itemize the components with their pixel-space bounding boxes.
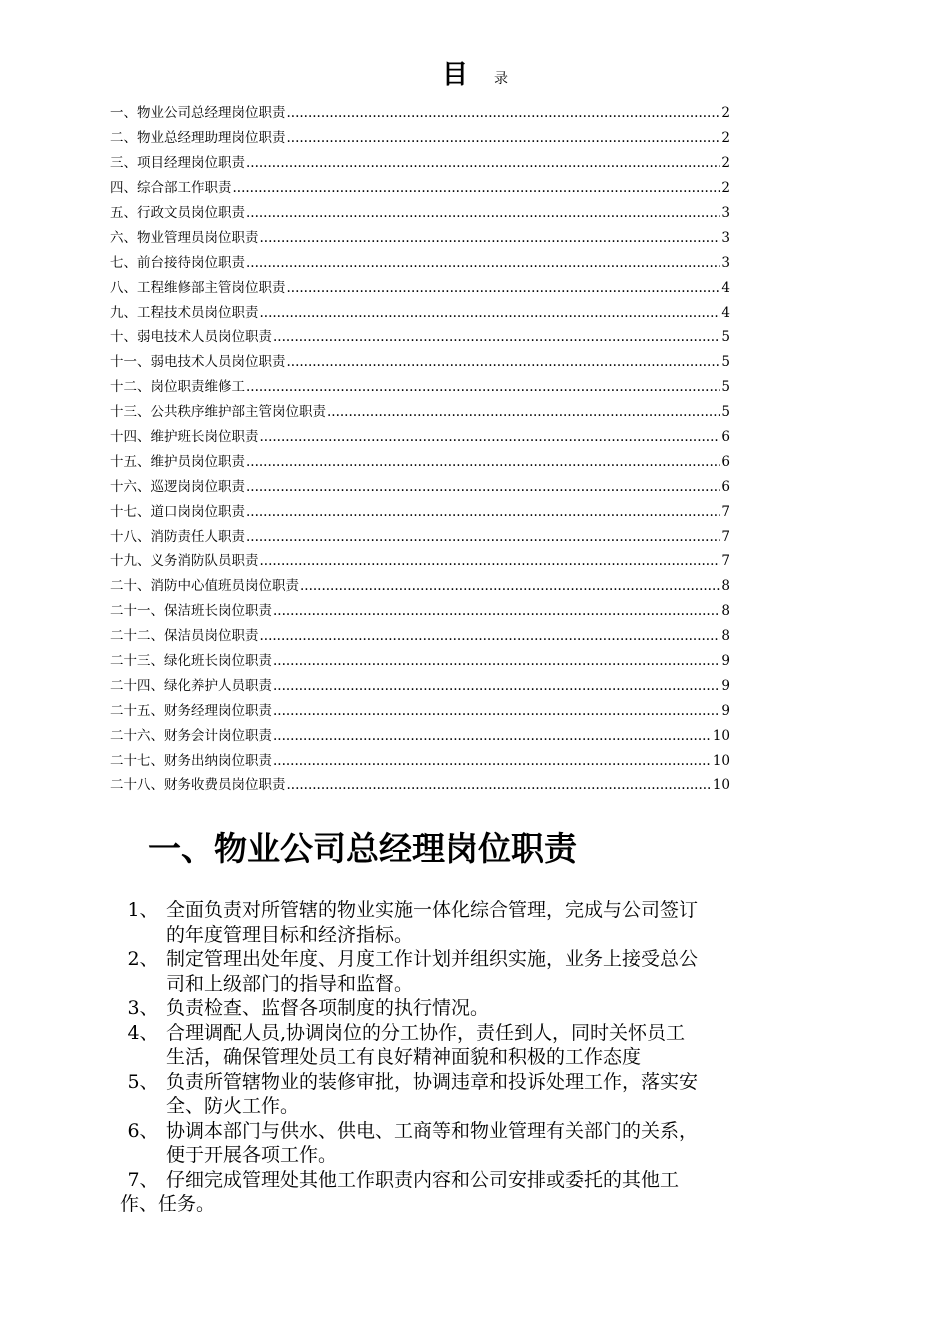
toc-entry-page: 3 [721,254,730,271]
toc-leader-dots [246,479,720,495]
toc-entry-page: 3 [721,205,730,221]
toc-leader-dots [273,603,720,619]
toc-leader-dots [246,379,720,395]
toc-leader-dots [273,329,720,345]
toc-entry-label: 十一、弱电技术人员岗位职责 [110,354,286,371]
toc-leader-dots [287,105,721,121]
toc-entry[interactable] [110,350,730,375]
toc-leader-dots [273,753,712,769]
duty-list [120,898,810,1217]
toc-entry[interactable] [110,201,730,226]
toc-entry-label: 一、物业公司总经理岗位职责 [110,105,286,122]
toc-entry-page: 5 [721,329,730,346]
toc-entry-label: 二十六、财务会计岗位职责 [110,727,272,744]
toc-entry[interactable] [110,549,730,574]
toc-entry-label: 三、项目经理岗位职责 [110,155,245,172]
duty-continuation: 便于开展各项工作。 [166,1144,338,1166]
duty-text: 负责所管辖物业的装修审批，协调违章和投诉处理工作，落实安 [166,1070,699,1093]
duty-first-line [120,1021,810,1046]
toc-entry-page: 3 [721,229,730,246]
toc-entry[interactable] [110,225,730,250]
toc-leader-dots [273,728,712,744]
duty-continuation: 司和上级部门的指导和监督。 [166,972,414,995]
toc-entry-label: 八、工程维修部主管岗位职责 [110,279,286,296]
duty-continuation: 生活，确保管理处员工有良好精神面貌和积极的工作态度 [166,1046,642,1068]
toc-entry[interactable] [110,723,730,748]
toc-leader-dots [273,703,720,719]
toc-entry-label: 十、弱电技术人员岗位职责 [110,329,272,346]
duty-continuation: 作、任务。 [120,1193,216,1215]
duty-continuation: 全、防火工作。 [166,1095,300,1117]
toc-leader-dots [246,454,720,470]
toc-entry[interactable] [110,101,730,126]
toc-entry-label: 二十三、绿化班长岗位职责 [110,653,272,670]
toc-entry-page: 4 [721,279,730,296]
duty-item [120,898,810,947]
toc-entry-page: 7 [721,553,730,570]
duty-number: 6、 [127,1119,159,1142]
toc-title-main: 目 [441,60,468,90]
toc-entry-page: 9 [721,677,730,694]
toc-entry-label: 十九、义务消防队员职责 [110,553,259,570]
toc-leader-dots [260,305,721,321]
toc-entry[interactable] [110,126,730,151]
toc-entry[interactable] [110,375,730,400]
toc-entry-page: 9 [721,653,730,670]
toc-leader-dots [260,628,721,644]
toc-entry-page: 6 [721,429,730,446]
duty-text: 全面负责对所管辖的物业实施一体化综合管理，完成与公司签订 [166,899,699,921]
toc-entry-label: 九、工程技术员岗位职责 [110,304,259,321]
toc-leader-dots [260,553,721,569]
duty-number: 3、 [127,997,159,1019]
toc-entry-page: 4 [721,304,730,321]
toc-entry[interactable] [110,673,730,698]
toc-entry-label: 七、前台接待岗位职责 [110,254,245,271]
toc-entry[interactable] [110,474,730,499]
toc-leader-dots [260,230,721,246]
toc-entry-page: 2 [721,155,730,172]
toc-entry-label: 四、综合部工作职责 [110,180,232,197]
toc-title-secondary: 录 [494,71,508,87]
duty-number: 1、 [127,899,159,921]
toc-entry[interactable] [110,275,730,300]
toc-entry-page: 6 [721,453,730,470]
toc-leader-dots [273,653,720,669]
toc-entry-page: 5 [721,404,730,421]
toc-entry-label: 二十五、财务经理岗位职责 [110,702,272,719]
duty-first-line [120,1070,810,1095]
toc-entry[interactable] [110,649,730,674]
toc-leader-dots [246,205,720,221]
duty-number: 5、 [127,1070,159,1093]
toc-entry-page: 10 [712,752,730,769]
toc-entry-label: 十三、公共秩序维护部主管岗位职责 [110,404,326,421]
duty-text: 仔细完成管理处其他工作职责内容和公司安排或委托的其他工 [166,1168,680,1191]
toc-entry-page: 6 [721,478,730,495]
duty-number: 4、 [127,1021,159,1044]
toc-leader-dots [246,529,720,545]
toc-leader-dots [246,155,720,171]
duty-continuation: 的年度管理目标和经济指标。 [166,923,414,946]
duty-text: 合理调配人员,协调岗位的分工协作，责任到人，同时关怀员工 [166,1021,686,1044]
toc-entry-page: 9 [721,702,730,719]
toc-entry[interactable] [110,748,730,773]
toc-entry[interactable] [110,425,730,450]
toc-leader-dots [300,578,720,594]
toc-entry[interactable] [110,250,730,275]
toc-entry-page: 10 [712,727,730,744]
toc-leader-dots [287,354,721,370]
toc-entry[interactable] [110,698,730,723]
duty-text: 负责检查、监督各项制度的执行情况。 [166,997,490,1019]
toc-entry-page: 10 [712,777,730,794]
duty-item [120,996,810,1021]
toc-entry-page: 7 [721,528,730,545]
toc-leader-dots [287,130,721,146]
toc-entry[interactable] [110,574,730,599]
toc-entry[interactable] [110,624,730,649]
toc-entry-label: 十八、消防责任人职责 [110,528,245,545]
toc-entry[interactable] [110,524,730,549]
duty-item [120,1168,810,1217]
toc-entry-page: 5 [721,379,730,396]
duty-first-line [120,996,810,1021]
toc-leader-dots [273,678,720,694]
toc-entry-page: 7 [721,503,730,520]
duty-text: 制定管理出处年度、月度工作计划并组织实施，业务上接受总公 [166,948,699,970]
toc-entry[interactable] [110,499,730,524]
duty-number: 2、 [127,948,159,970]
toc-entry-label: 十四、维护班长岗位职责 [110,429,259,446]
toc-entry-label: 五、行政文员岗位职责 [110,205,245,221]
toc-entry-label: 十二、岗位职责维修工 [110,379,245,396]
duty-item [120,1070,810,1119]
toc-entry[interactable] [110,449,730,474]
toc-entry-label: 十五、维护员岗位职责 [110,453,245,470]
toc-entry-page: 2 [721,105,730,122]
toc-entry-label: 六、物业管理员岗位职责 [110,229,259,246]
toc-entry-label: 二十七、财务出纳岗位职责 [110,752,272,769]
duty-first-line [120,1119,810,1144]
toc-entry[interactable] [110,176,730,201]
toc-entry-label: 二十八、财务收费员岗位职责 [110,777,286,794]
duty-first-line [120,947,810,972]
toc-leader-dots [246,255,720,271]
duty-item [120,1119,810,1168]
toc-entry-page: 8 [721,603,730,620]
duty-item [120,947,810,996]
duty-item [120,1021,810,1070]
section-heading: 一、物业公司总经理岗位职责 [148,829,577,868]
toc-leader-dots [246,504,720,520]
toc-entry-label: 十六、巡逻岗岗位职责 [110,478,245,495]
toc-leader-dots [327,404,720,420]
toc-leader-dots [260,429,721,445]
toc-entry-page: 8 [721,628,730,645]
duty-number: 7、 [127,1168,159,1191]
toc-entry[interactable] [110,599,730,624]
toc-entry[interactable] [110,151,730,176]
duty-first-line [120,1168,810,1193]
toc-leader-dots [287,280,721,296]
table-of-contents [110,101,730,798]
toc-entry[interactable] [110,325,730,350]
toc-entry-label: 十七、道口岗岗位职责 [110,503,245,520]
duty-first-line [120,898,810,923]
toc-entry-page: 8 [721,578,730,595]
toc-entry[interactable] [110,300,730,325]
toc-entry-page: 5 [721,354,730,371]
toc-entry-label: 二、物业总经理助理岗位职责 [110,130,286,147]
toc-leader-dots [287,777,712,793]
toc-entry-label: 二十二、保洁员岗位职责 [110,628,259,645]
toc-entry-label: 二十、消防中心值班员岗位职责 [110,578,299,595]
toc-entry[interactable] [110,773,730,798]
toc-entry-page: 2 [721,130,730,147]
duty-text: 协调本部门与供水、供电、工商等和物业管理有关部门的关系， [166,1119,699,1142]
toc-entry-page: 2 [721,180,730,197]
toc-title [0,58,950,96]
toc-entry[interactable] [110,400,730,425]
toc-leader-dots [233,180,721,196]
toc-entry-label: 二十一、保洁班长岗位职责 [110,603,272,620]
toc-entry-label: 二十四、绿化养护人员职责 [110,677,272,694]
